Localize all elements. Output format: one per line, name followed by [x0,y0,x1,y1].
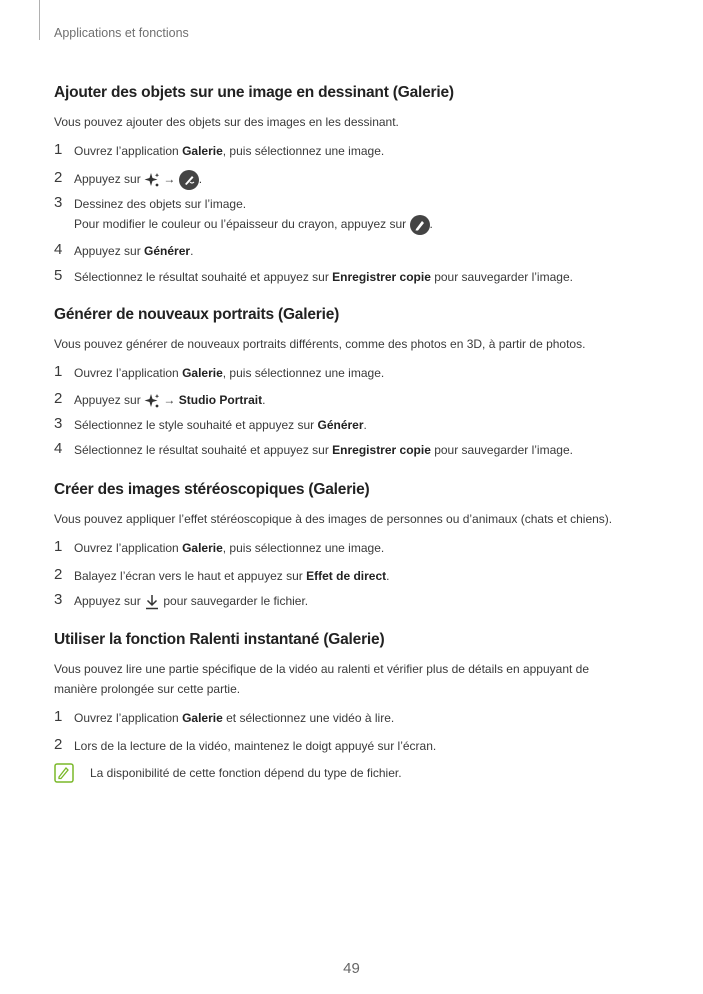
step-number: 3 [54,591,63,608]
section-title: Ajouter des objets sur une image en dessinant (Galerie) [54,84,454,101]
step-number: 5 [54,266,63,284]
download-icon [144,594,160,610]
step-number: 1 [54,708,63,725]
step-number: 1 [54,363,63,380]
list-item: 5 Sélectionnez le résultat souhaité et appuyez sur Enregistrer copie pour sauvegarder l’image. [54,266,573,284]
note-text: La disponibilité de cette fonction dépend du type de fichier. [90,766,402,780]
step-number: 2 [54,169,63,186]
section-new-portraits [54,306,654,460]
note-icon [54,763,74,783]
list-item: 4 Sélectionnez le résultat souhaité et appuyez sur Enregistrer copie pour sauvegarder l’image. [54,440,573,457]
draw-objects-icon [179,170,199,190]
margin-rule [39,0,40,40]
list-item: 3 Dessinez des objets sur l’image. Pour modifier le couleur ou l’épaisseur du crayon, appuyez sur . [54,194,654,235]
list-item: 2 Lors de la lecture de la vidéo, maintenez le doigt appuyé sur l’écran. [54,736,437,753]
section-title: Créer des images stéréoscopiques (Galerie) [54,481,370,498]
section-intro: Vous pouvez lire une partie spécifique de la vidéo au ralenti et vérifier plus de détails en appuyant de manière prolongée sur cette partie. [54,662,590,696]
step-number: 4 [54,440,63,457]
step-number: 2 [54,736,63,753]
list-item: 3 Sélectionnez le style souhaité et appuyez sur Générer. [54,415,367,432]
step-number: 3 [54,415,63,432]
list-item: 3 Appuyez sur pour sauvegarder le fichier. [54,591,309,608]
step-number: 3 [54,193,63,211]
sparkle-edit-icon [144,393,160,409]
step-number: 1 [54,538,63,555]
step-number: 2 [54,390,63,407]
step-number: 1 [54,141,63,158]
step-number: 2 [54,566,63,583]
list-item: 2 Appuyez sur → . [54,169,654,190]
pen-settings-icon [410,215,430,235]
note [54,763,654,783]
list-item: 4 Appuyez sur Générer. [54,240,194,258]
section-add-objects [54,84,654,287]
section-intro: Vous pouvez appliquer l’effet stéréoscopique à des images de personnes ou d’animaux (chats et chiens). [54,512,613,526]
section-title: Utiliser la fonction Ralenti instantané (Galerie) [54,631,385,648]
list-item: 1 Ouvrez l’application Galerie, puis sélectionnez une image. [54,363,385,380]
page-number: 49 [343,960,360,977]
section-slow-motion [54,631,654,783]
running-header: Applications et fonctions [54,26,189,40]
section-intro: Vous pouvez ajouter des objets sur des images en les dessinant. [54,115,399,129]
list-item: 1 Ouvrez l’application Galerie, puis sélectionnez une image. [54,538,385,555]
list-item: 2 Balayez l’écran vers le haut et appuyez sur Effet de direct. [54,566,390,583]
section-title: Générer de nouveaux portraits (Galerie) [54,306,340,323]
list-item: 2 Appuyez sur → Studio Portrait. [54,390,266,407]
section-intro: Vous pouvez générer de nouveaux portraits différents, comme des photos en 3D, à partir de photos. [54,337,586,351]
step-number: 4 [54,240,63,258]
list-item: 1 Ouvrez l’application Galerie, puis sélectionnez une image. [54,141,385,158]
sparkle-edit-icon [144,172,160,188]
section-stereoscopic [54,481,654,611]
list-item: 1 Ouvrez l’application Galerie et sélectionnez une vidéo à lire. [54,708,395,725]
